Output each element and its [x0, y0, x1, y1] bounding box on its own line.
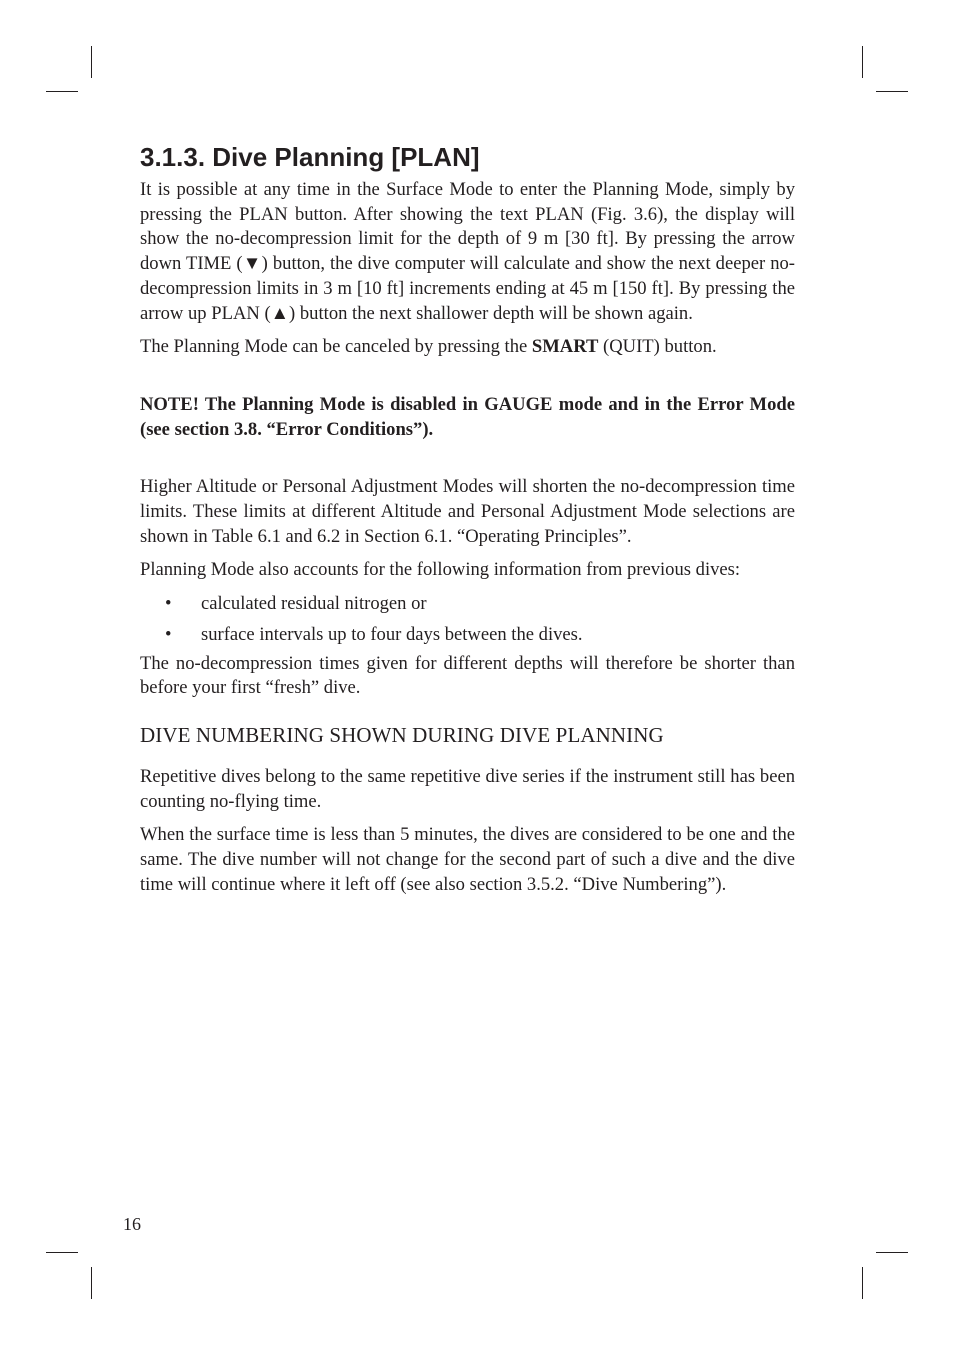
cancel-text-before: The Planning Mode can be canceled by pressing the	[140, 336, 532, 358]
subsection-title: DIVE NUMBERING SHOWN DURING DIVE PLANNING	[140, 722, 664, 747]
list-item	[140, 592, 795, 617]
note-paragraph: NOTE! The Planning Mode is disabled in GAUGE mode and in the Error Mode (see section 3.8. “Error Conditions”).	[140, 393, 795, 440]
cancel-text-after: (QUIT) button.	[598, 336, 717, 358]
crop-mark-bottom-left-vertical	[91, 1267, 92, 1299]
surface-time-paragraph: When the surface time is less than 5 minutes, the dives are considered to be one and the same. The dive number will not change for the second part of such a dive and the dive time will continue where it left off (see also section 3.5.2. “Dive Numbering”).	[140, 824, 795, 895]
crop-mark-bottom-right-vertical	[862, 1267, 863, 1299]
page-number: 16	[123, 1214, 141, 1234]
crop-mark-top-left-horizontal	[46, 91, 78, 92]
page-content	[140, 138, 795, 897]
crop-mark-bottom-left-horizontal	[46, 1252, 78, 1253]
altitude-paragraph: Higher Altitude or Personal Adjustment Modes will shorten the no-decompression time limits. These limits at different Altitude and Personal Adjustment Mode selections are shown in Table 6.1 and 6.2 in Section 6.1. “Operating Principles”.	[140, 476, 795, 547]
crop-mark-top-left-vertical	[91, 46, 92, 78]
previous-dives-list	[140, 592, 795, 647]
cancel-planning-paragraph	[140, 335, 795, 360]
fresh-dive-paragraph: The no-decompression times given for different depths will therefore be shorter than before your first “fresh” dive.	[140, 652, 795, 699]
list-item	[140, 623, 795, 648]
list-item-text: surface intervals up to four days between the dives.	[201, 623, 583, 645]
planning-intro-paragraph: It is possible at any time in the Surface Mode to enter the Planning Mode, simply by pressing the PLAN button. After showing the text PLAN (Fig. 3.6), the display will show the no-decompression limit for the depth of 9 m [30 ft]. By pressing the arrow down TIME (▼) button, the dive computer will calculate and show the next deeper no-decompression limits in 3 m [10 ft] increments ending at 45 m [150 ft]. By pressing the arrow up PLAN (▲) button the next shallower depth will be shown again.	[140, 179, 795, 324]
bullet-glyph: •	[165, 593, 172, 615]
list-item-text: calculated residual nitrogen or	[201, 593, 427, 615]
repetitive-dives-paragraph: Repetitive dives belong to the same repetitive dive series if the instrument still has been counting no-flying time.	[140, 765, 795, 812]
bullet-glyph: •	[165, 623, 172, 645]
smart-button-name: SMART	[531, 336, 599, 358]
section-title: 3.1.3. Dive Planning [PLAN]	[140, 142, 480, 172]
previous-dives-paragraph: Planning Mode also accounts for the following information from previous dives:	[140, 559, 741, 581]
crop-mark-bottom-right-horizontal	[876, 1252, 908, 1253]
crop-mark-top-right-horizontal	[876, 91, 908, 92]
crop-mark-top-right-vertical	[862, 46, 863, 78]
